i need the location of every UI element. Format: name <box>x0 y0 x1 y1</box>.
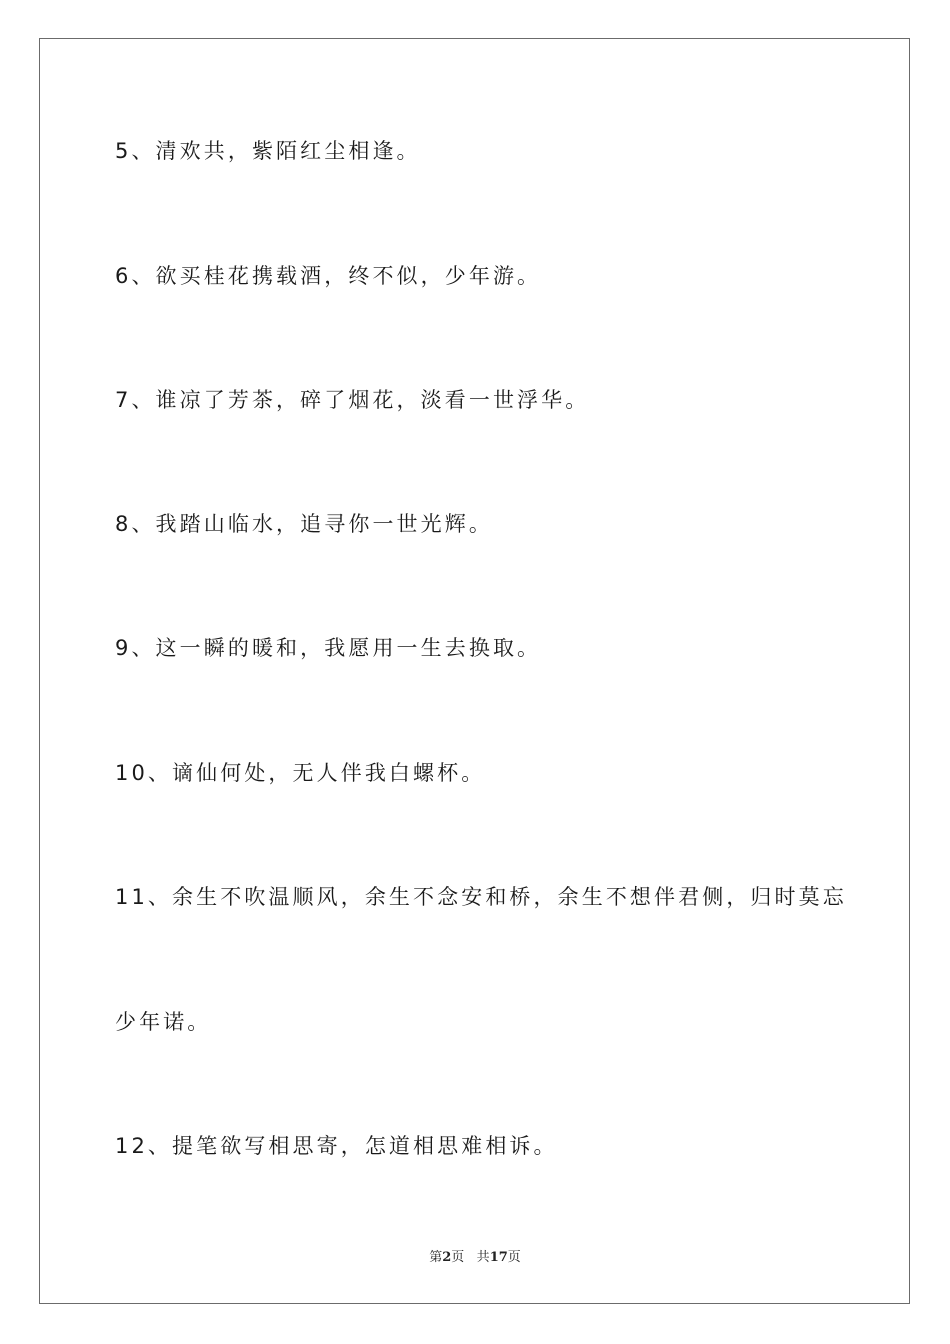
text-line-8: 8、我踏山临水，追寻你一世光辉。 <box>115 512 493 536</box>
text-line-12: 12、提笔欲写相思寄，怎道相思难相诉。 <box>115 1134 558 1158</box>
text-line-11-continued: 少年诺。 <box>115 1010 212 1034</box>
text-line-6: 6、欲买桂花携载酒，终不似，少年游。 <box>115 264 542 288</box>
page-border <box>39 38 910 1304</box>
footer-total-pages: 17 <box>489 1250 508 1265</box>
text-line-5: 5、清欢共，紫陌红尘相逢。 <box>115 139 421 163</box>
text-line-11: 11、余生不吹温顺风，余生不念安和桥，余生不想伴君侧，归时莫忘 <box>115 885 847 909</box>
footer-total-suffix: 页 <box>507 1250 521 1265</box>
text-line-7: 7、谁凉了芳茶，碎了烟花，淡看一世浮华。 <box>115 388 590 412</box>
footer-page-number: 2 <box>442 1250 452 1265</box>
text-line-10: 10、谪仙何处，无人伴我白螺杯。 <box>115 761 486 785</box>
page-footer <box>0 1246 950 1265</box>
footer-page-suffix: 页 <box>451 1250 465 1265</box>
footer-total-prefix: 共 <box>476 1250 490 1265</box>
footer-page-prefix: 第 <box>429 1250 443 1265</box>
text-line-9: 9、这一瞬的暖和，我愿用一生去换取。 <box>115 636 542 660</box>
